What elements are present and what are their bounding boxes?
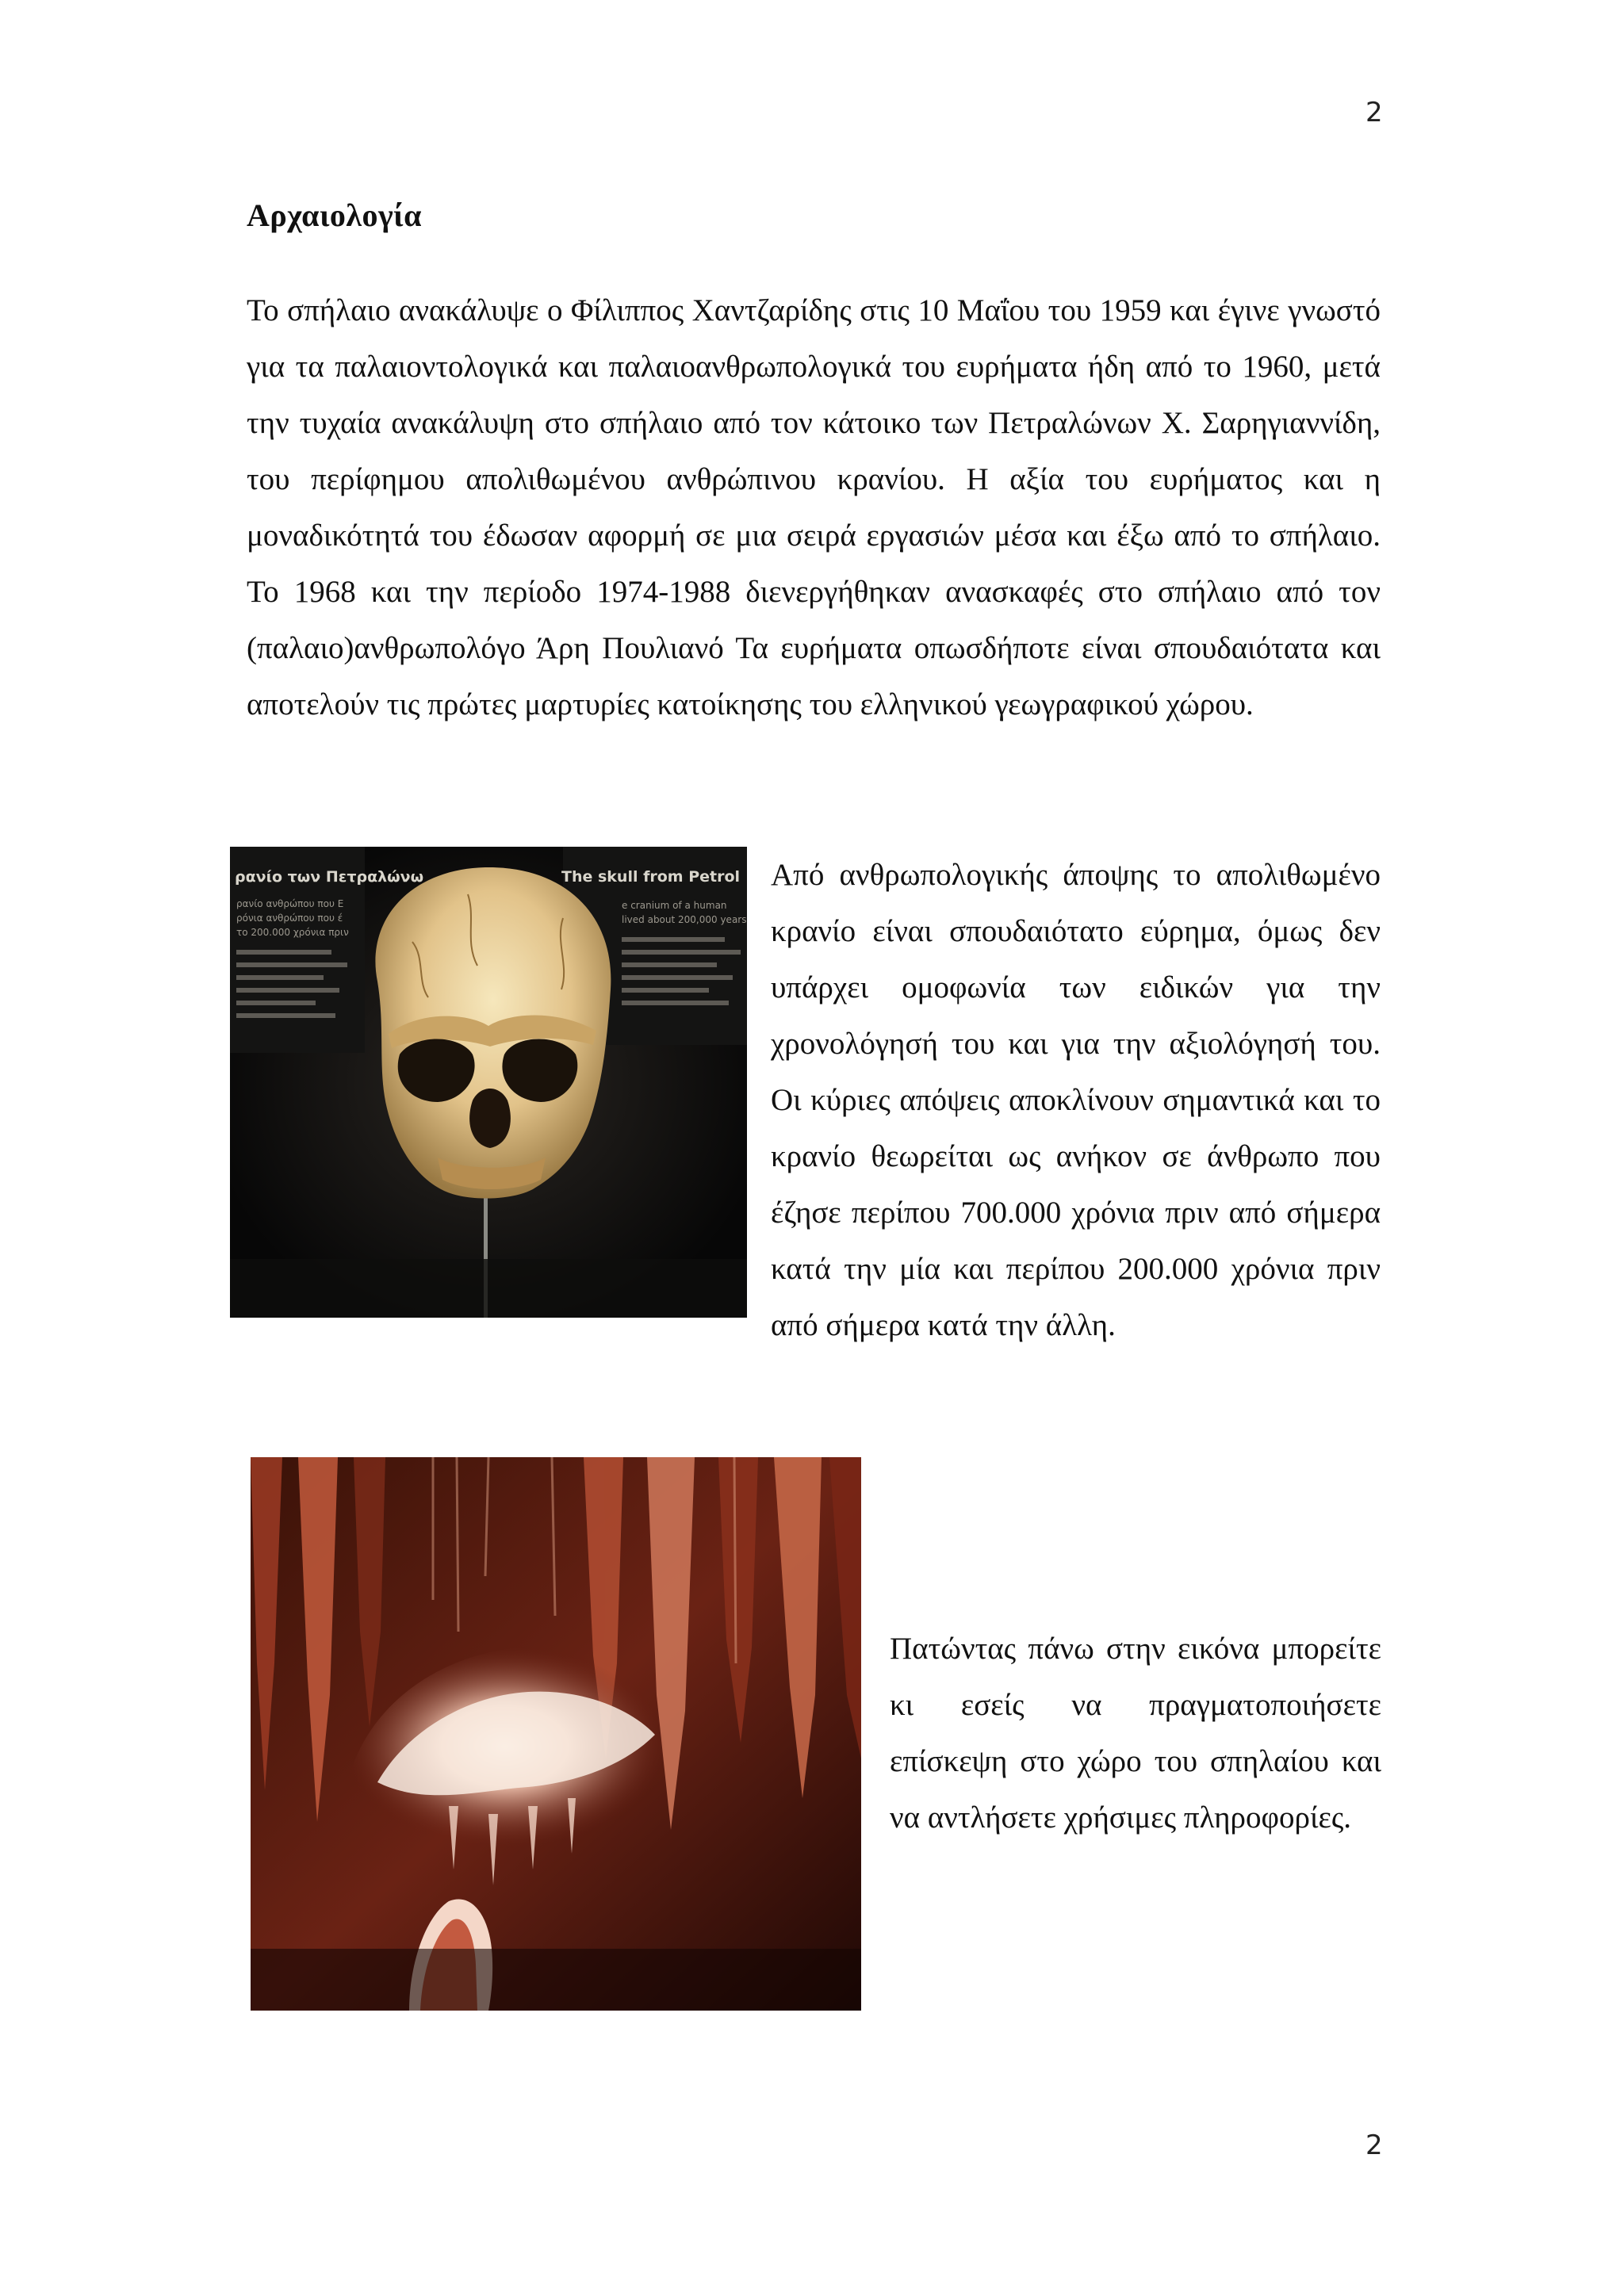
- sign-left-title: ρανίο των Πετραλώνω: [235, 868, 424, 886]
- cave-photo-link[interactable]: [251, 1457, 861, 2011]
- sign-left-line: ρανίο ανθρώπου που Ε: [236, 898, 344, 909]
- sign-right-line: lived about 200,000 years: [622, 914, 747, 925]
- cave-photo-graphic: [251, 1457, 861, 2011]
- sign-right-title: The skull from Petrol: [561, 868, 741, 886]
- page-number-bottom: 2: [1365, 2130, 1383, 2161]
- section-heading: Αρχαιολογία: [247, 197, 422, 233]
- sign-left-line: ρόνια ανθρώπου που έ: [236, 913, 343, 924]
- petralona-skull-photo: [230, 847, 747, 1318]
- page-number-top: 2: [1365, 97, 1383, 128]
- intro-paragraph: Το σπήλαιο ανακάλυψε ο Φίλιππος Χαντζαρίδης στις 10 Μαΐου του 1959 και έγινε γνωστό για τα παλαιοντολογικά και παλαιοανθρωπολογικά του ευρήματα ήδη από το 1960, μετά την τυχαία ανακάλυψη στο σπήλαιο από τον κάτοικο των Πετραλώνων Χ. Σαρηγιαννίδη, του περίφημου απολιθωμένου ανθρώπινου κρανίου. Η αξία του ευρήματος και η μοναδικότητά του έδωσαν αφορμή σε μια σειρά εργασιών μέσα και έξω από το σπήλαιο. Το 1968 και την περίοδο 1974-1988 διενεργήθηκαν ανασκαφές στο σπήλαιο από τον (παλαιο)ανθρωπολόγο Άρη Πουλιανό Τα ευρήματα οπωσδήποτε είναι σπουδαιότατα και αποτελούν τις πρώτες μαρτυρίες κατοίκησης του ελληνικού γεωγραφικού χώρου.: [247, 293, 1381, 721]
- skull-photo-graphic: [230, 847, 747, 1318]
- sign-right-line: e cranium of a human: [622, 900, 727, 911]
- skull-paragraph: Από ανθρωπολογικής άποψης το απολιθωμένο κρανίο είναι σπουδαιότατο εύρημα, όμως δεν υπάρχει ομοφωνία των ειδικών για την χρονολόγησή του και για την αξιολόγησή του. Οι κύριες απόψεις αποκλίνουν σημαντικά και το κρανίο θεωρείται ως ανήκον σε άνθρωπο που έζησε περίπου 700.000 χρόνια πριν από σήμερα κατά την μία και περίπου 200.000 χρόνια πριν από σήμερα κατά την άλλη.: [771, 858, 1381, 1342]
- cave-caption: Πατώντας πάνω στην εικόνα μπορείτε κι εσείς να πραγματοποιήσετε επίσκεψη στο χώρο του σπηλαίου και να αντλήσετε χρήσιμες πληροφορίες.: [890, 1632, 1381, 1835]
- skull-section: [230, 847, 1381, 1353]
- sign-left-line: το 200.000 χρόνια πριν: [236, 927, 349, 938]
